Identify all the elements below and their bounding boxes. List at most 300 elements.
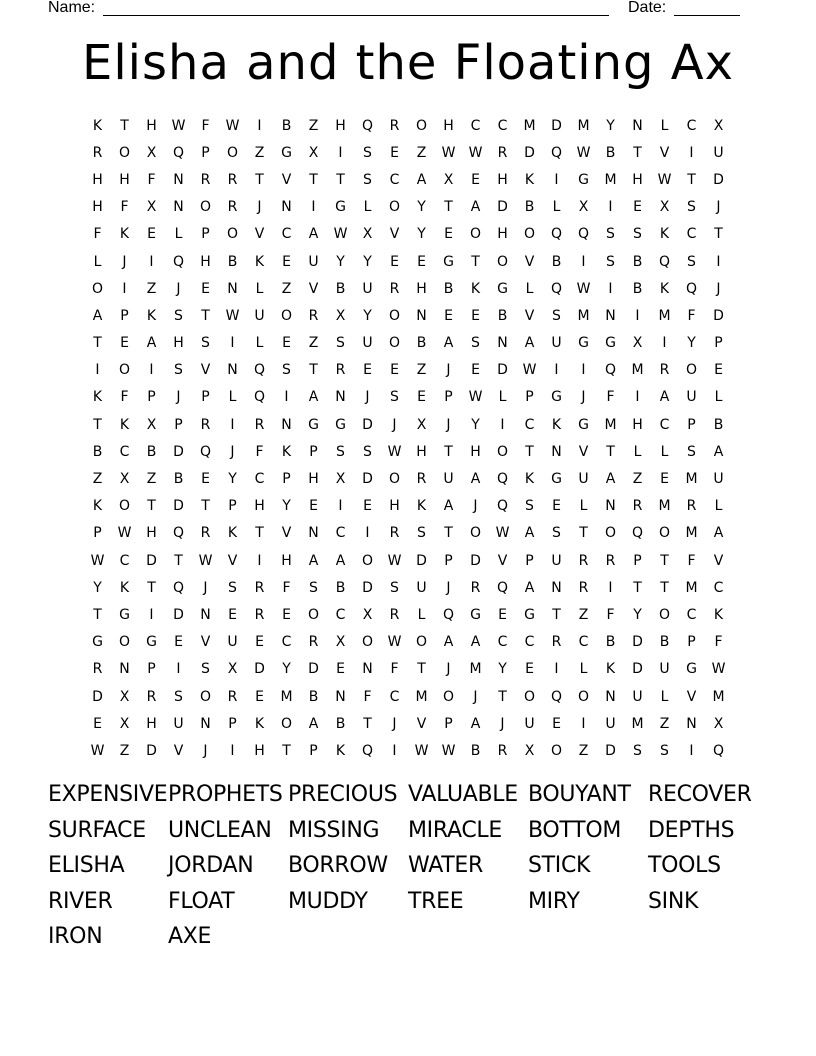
grid-letter: O xyxy=(280,307,293,324)
grid-letter: T xyxy=(174,552,183,569)
grid-letter: U xyxy=(578,471,589,488)
grid-letter: X xyxy=(443,171,454,188)
grid-letter: P xyxy=(147,661,156,678)
grid-letter: D xyxy=(713,307,724,324)
grid-letter: D xyxy=(632,634,643,651)
grid-letter: B xyxy=(632,253,643,270)
grid-letter: H xyxy=(416,443,427,460)
grid-letter: S xyxy=(228,579,237,596)
grid-letter: B xyxy=(335,715,346,732)
grid-letter: J xyxy=(446,362,451,379)
grid-letter: X xyxy=(416,416,427,433)
grid-letter: I xyxy=(635,307,640,324)
grid-letter: U xyxy=(686,389,697,406)
grid-letter: O xyxy=(361,634,374,651)
grid-letter: D xyxy=(173,443,184,460)
word-list-item: DEPTHS xyxy=(648,817,735,843)
grid-letter: F xyxy=(687,552,696,569)
grid-letter: E xyxy=(228,606,237,623)
grid-letter: A xyxy=(524,525,535,542)
grid-letter: L xyxy=(714,389,723,406)
grid-letter: Q xyxy=(361,117,374,134)
grid-letter: X xyxy=(146,199,157,216)
grid-letter: R xyxy=(659,362,670,379)
grid-letter: S xyxy=(552,307,561,324)
grid-letter: M xyxy=(685,471,698,488)
grid-letter: D xyxy=(362,579,373,596)
grid-letter: D xyxy=(497,199,508,216)
grid-letter: X xyxy=(659,199,670,216)
grid-letter: L xyxy=(93,253,102,270)
grid-letter: T xyxy=(255,525,264,542)
word-list-item: TREE xyxy=(408,888,464,914)
grid-letter: E xyxy=(552,498,561,515)
grid-letter: Z xyxy=(416,144,427,161)
grid-letter: T xyxy=(606,443,615,460)
grid-letter: O xyxy=(658,606,671,623)
grid-letter: M xyxy=(658,307,671,324)
grid-letter: G xyxy=(470,606,481,623)
grid-letter: Q xyxy=(172,525,185,542)
grid-letter: V xyxy=(713,552,724,569)
grid-letter: Q xyxy=(496,471,509,488)
grid-letter: Z xyxy=(146,471,157,488)
grid-letter: R xyxy=(416,471,427,488)
grid-letter: F xyxy=(93,226,102,243)
grid-letter: M xyxy=(280,688,293,705)
grid-letter: U xyxy=(227,634,238,651)
grid-letter: W xyxy=(225,307,240,324)
grid-letter: X xyxy=(119,688,130,705)
word-list-item: RIVER xyxy=(48,888,113,914)
grid-letter: N xyxy=(200,715,211,732)
grid-letter: B xyxy=(524,199,535,216)
grid-letter: Z xyxy=(308,335,319,352)
grid-letter: L xyxy=(714,498,723,515)
grid-letter: S xyxy=(201,661,210,678)
grid-letter: R xyxy=(605,552,616,569)
grid-letter: M xyxy=(685,579,698,596)
grid-letter: E xyxy=(417,389,426,406)
grid-letter: K xyxy=(92,389,103,406)
grid-letter: I xyxy=(689,742,694,759)
grid-letter: G xyxy=(308,416,319,433)
grid-letter: F xyxy=(606,606,615,623)
grid-letter: H xyxy=(281,552,292,569)
grid-letter: I xyxy=(176,661,181,678)
grid-letter: U xyxy=(173,715,184,732)
grid-letter: H xyxy=(254,742,265,759)
word-list-item: VALUABLE xyxy=(408,782,518,807)
grid-letter: G xyxy=(497,280,508,297)
grid-letter: U xyxy=(524,715,535,732)
grid-letter: G xyxy=(578,335,589,352)
grid-letter: U xyxy=(713,471,724,488)
grid-letter: Y xyxy=(498,661,507,678)
grid-letter: Y xyxy=(282,661,291,678)
grid-letter: W xyxy=(576,280,591,297)
grid-letter: R xyxy=(497,742,508,759)
grid-letter: R xyxy=(389,525,400,542)
grid-letter: D xyxy=(92,688,103,705)
grid-letter: S xyxy=(174,688,183,705)
grid-letter: Q xyxy=(199,443,212,460)
grid-letter: Z xyxy=(119,742,130,759)
grid-letter: H xyxy=(335,117,346,134)
grid-letter: M xyxy=(523,117,536,134)
date-field-line[interactable] xyxy=(674,15,740,16)
grid-letter: K xyxy=(605,661,616,678)
grid-letter: H xyxy=(146,715,157,732)
grid-letter: L xyxy=(660,688,669,705)
grid-letter: E xyxy=(498,606,507,623)
grid-letter: A xyxy=(470,715,481,732)
grid-letter: N xyxy=(632,117,643,134)
grid-letter: S xyxy=(174,307,183,324)
grid-letter: I xyxy=(689,144,694,161)
grid-letter: E xyxy=(390,362,399,379)
grid-letter: D xyxy=(470,552,481,569)
grid-letter: B xyxy=(335,280,346,297)
grid-letter: W xyxy=(90,742,105,759)
grid-letter: H xyxy=(146,525,157,542)
grid-letter: B xyxy=(605,634,616,651)
grid-letter: S xyxy=(471,335,480,352)
grid-letter: U xyxy=(632,688,643,705)
grid-letter: N xyxy=(551,579,562,596)
grid-letter: A xyxy=(470,634,481,651)
grid-letter: S xyxy=(606,226,615,243)
grid-letter: W xyxy=(441,144,456,161)
grid-letter: B xyxy=(713,416,724,433)
grid-letter: N xyxy=(362,661,373,678)
grid-letter: Q xyxy=(658,253,671,270)
grid-letter: K xyxy=(119,226,130,243)
grid-letter: T xyxy=(579,525,588,542)
grid-letter: R xyxy=(200,171,211,188)
grid-letter: Z xyxy=(146,280,157,297)
grid-letter: A xyxy=(443,634,454,651)
grid-letter: J xyxy=(392,416,397,433)
grid-letter: E xyxy=(174,634,183,651)
grid-letter: B xyxy=(443,280,454,297)
grid-letter: P xyxy=(525,389,534,406)
grid-letter: O xyxy=(685,362,698,379)
grid-letter: P xyxy=(201,389,210,406)
grid-letter: E xyxy=(471,362,480,379)
grid-letter: R xyxy=(227,171,238,188)
grid-letter: C xyxy=(389,171,400,188)
grid-letter: X xyxy=(335,634,346,651)
grid-letter: C xyxy=(119,552,130,569)
grid-letter: D xyxy=(551,117,562,134)
grid-letter: O xyxy=(388,199,401,216)
grid-letter: G xyxy=(443,253,454,270)
grid-letter: C xyxy=(281,226,292,243)
grid-letter: P xyxy=(147,389,156,406)
grid-letter: O xyxy=(415,117,428,134)
grid-letter: G xyxy=(524,606,535,623)
grid-letter: K xyxy=(335,742,346,759)
grid-letter: Q xyxy=(172,579,185,596)
grid-letter: N xyxy=(281,199,292,216)
grid-letter: W xyxy=(171,117,186,134)
grid-letter: V xyxy=(281,525,292,542)
grid-letter: R xyxy=(308,634,319,651)
grid-letter: C xyxy=(335,606,346,623)
grid-letter: D xyxy=(146,552,157,569)
grid-letter: O xyxy=(496,253,509,270)
name-field-line[interactable] xyxy=(103,15,609,16)
grid-letter: E xyxy=(120,335,129,352)
grid-letter: O xyxy=(91,280,104,297)
grid-letter: L xyxy=(417,606,426,623)
grid-letter: G xyxy=(578,416,589,433)
grid-letter: I xyxy=(500,416,505,433)
grid-letter: B xyxy=(281,117,292,134)
grid-letter: Y xyxy=(606,117,615,134)
grid-letter: X xyxy=(119,715,130,732)
grid-letter: I xyxy=(230,335,235,352)
grid-letter: O xyxy=(469,525,482,542)
grid-letter: N xyxy=(686,715,697,732)
grid-letter: P xyxy=(228,715,237,732)
grid-letter: A xyxy=(605,471,616,488)
grid-letter: T xyxy=(417,661,426,678)
grid-letter: F xyxy=(363,688,372,705)
grid-letter: P xyxy=(282,471,291,488)
grid-letter: A xyxy=(659,389,670,406)
grid-letter: E xyxy=(660,471,669,488)
grid-letter: W xyxy=(468,389,483,406)
grid-letter: T xyxy=(120,117,129,134)
grid-letter: E xyxy=(282,335,291,352)
grid-letter: W xyxy=(387,443,402,460)
grid-letter: X xyxy=(632,335,643,352)
grid-letter: T xyxy=(255,171,264,188)
grid-letter: V xyxy=(281,171,292,188)
grid-letter: G xyxy=(551,471,562,488)
grid-letter: X xyxy=(713,715,724,732)
grid-letter: I xyxy=(122,280,127,297)
grid-letter: S xyxy=(687,199,696,216)
grid-letter: C xyxy=(497,634,508,651)
grid-letter: J xyxy=(176,389,181,406)
grid-letter: U xyxy=(659,661,670,678)
grid-letter: I xyxy=(608,199,613,216)
grid-letter: G xyxy=(551,389,562,406)
grid-letter: K xyxy=(524,171,535,188)
grid-letter: R xyxy=(92,144,103,161)
grid-letter: S xyxy=(363,144,372,161)
grid-letter: O xyxy=(118,634,131,651)
grid-letter: W xyxy=(387,634,402,651)
grid-letter: F xyxy=(714,634,723,651)
grid-letter: H xyxy=(443,117,454,134)
grid-letter: H xyxy=(92,171,103,188)
grid-letter: I xyxy=(230,416,235,433)
grid-letter: R xyxy=(389,117,400,134)
grid-letter: L xyxy=(498,389,507,406)
grid-letter: C xyxy=(470,117,481,134)
grid-letter: W xyxy=(225,117,240,134)
grid-letter: G xyxy=(605,335,616,352)
grid-letter: I xyxy=(581,362,586,379)
grid-letter: T xyxy=(660,579,669,596)
grid-letter: R xyxy=(227,688,238,705)
grid-letter: K xyxy=(119,579,130,596)
grid-letter: H xyxy=(389,498,400,515)
grid-letter: F xyxy=(606,389,615,406)
grid-letter: H xyxy=(497,226,508,243)
grid-letter: S xyxy=(336,443,345,460)
grid-letter: W xyxy=(414,742,429,759)
grid-letter: U xyxy=(254,307,265,324)
grid-letter: S xyxy=(552,525,561,542)
grid-letter: V xyxy=(659,144,670,161)
grid-letter: N xyxy=(605,688,616,705)
grid-letter: B xyxy=(470,742,481,759)
grid-letter: Z xyxy=(308,117,319,134)
grid-letter: W xyxy=(657,171,672,188)
grid-letter: L xyxy=(228,389,237,406)
grid-letter: T xyxy=(363,715,372,732)
grid-letter: N xyxy=(551,443,562,460)
grid-letter: E xyxy=(147,226,156,243)
grid-letter: P xyxy=(714,335,723,352)
grid-letter: U xyxy=(416,579,427,596)
grid-letter: Y xyxy=(417,226,426,243)
grid-letter: T xyxy=(147,498,156,515)
grid-letter: P xyxy=(444,715,453,732)
grid-letter: E xyxy=(552,715,561,732)
word-list-item: TOOLS xyxy=(648,853,721,878)
grid-letter: O xyxy=(388,335,401,352)
grid-letter: N xyxy=(119,661,130,678)
grid-letter: X xyxy=(713,117,724,134)
grid-letter: N xyxy=(605,307,616,324)
grid-letter: S xyxy=(363,443,372,460)
grid-letter: P xyxy=(120,307,129,324)
grid-letter: N xyxy=(416,307,427,324)
grid-letter: C xyxy=(524,634,535,651)
grid-letter: F xyxy=(255,443,264,460)
grid-letter: L xyxy=(174,226,183,243)
grid-letter: R xyxy=(335,362,346,379)
word-list-item: PRECIOUS xyxy=(288,782,398,807)
grid-letter: C xyxy=(524,416,535,433)
grid-letter: M xyxy=(415,688,428,705)
grid-letter: I xyxy=(635,389,640,406)
grid-letter: G xyxy=(578,171,589,188)
grid-letter: A xyxy=(524,335,535,352)
grid-letter: N xyxy=(173,171,184,188)
grid-letter: U xyxy=(362,280,373,297)
word-list-item: BOUYANT xyxy=(528,782,631,807)
grid-letter: Z xyxy=(254,144,265,161)
grid-letter: L xyxy=(660,117,669,134)
grid-letter: C xyxy=(686,226,697,243)
grid-letter: I xyxy=(95,362,100,379)
grid-letter: I xyxy=(581,715,586,732)
grid-letter: S xyxy=(390,389,399,406)
grid-letter: D xyxy=(632,661,643,678)
grid-letter: B xyxy=(92,443,103,460)
grid-letter: X xyxy=(119,471,130,488)
grid-letter: S xyxy=(363,171,372,188)
grid-letter: T xyxy=(309,171,318,188)
grid-letter: E xyxy=(282,253,291,270)
grid-letter: S xyxy=(390,579,399,596)
grid-letter: I xyxy=(149,606,154,623)
grid-letter: A xyxy=(146,335,157,352)
grid-letter: Q xyxy=(550,144,563,161)
grid-letter: V xyxy=(173,742,184,759)
grid-letter: T xyxy=(93,606,102,623)
grid-letter: K xyxy=(524,471,535,488)
grid-letter: H xyxy=(632,171,643,188)
grid-letter: Y xyxy=(282,498,291,515)
grid-letter: A xyxy=(335,552,346,569)
grid-letter: E xyxy=(93,715,102,732)
grid-letter: F xyxy=(687,307,696,324)
grid-letter: Q xyxy=(496,579,509,596)
grid-letter: K xyxy=(551,416,562,433)
grid-letter: L xyxy=(579,661,588,678)
grid-letter: Q xyxy=(361,742,374,759)
grid-letter: O xyxy=(361,552,374,569)
grid-letter: J xyxy=(176,280,181,297)
grid-letter: E xyxy=(714,362,723,379)
grid-letter: R xyxy=(200,416,211,433)
grid-letter: J xyxy=(392,715,397,732)
word-list-item: STICK xyxy=(528,853,591,878)
grid-letter: N xyxy=(227,280,238,297)
grid-letter: R xyxy=(227,199,238,216)
grid-letter: P xyxy=(687,416,696,433)
word-list-item: SINK xyxy=(648,888,699,914)
grid-letter: O xyxy=(199,688,212,705)
grid-letter: V xyxy=(416,715,427,732)
grid-letter: J xyxy=(365,389,370,406)
grid-letter: J xyxy=(446,579,451,596)
grid-letter: Q xyxy=(550,280,563,297)
grid-letter: S xyxy=(309,579,318,596)
grid-letter: Q xyxy=(172,253,185,270)
grid-letter: J xyxy=(230,443,235,460)
grid-letter: F xyxy=(390,661,399,678)
grid-letter: I xyxy=(149,362,154,379)
grid-letter: Y xyxy=(417,199,426,216)
word-list xyxy=(48,778,768,956)
grid-letter: M xyxy=(631,362,644,379)
word-list-item: JORDAN xyxy=(168,853,254,878)
grid-letter: H xyxy=(254,498,265,515)
grid-letter: O xyxy=(226,226,239,243)
grid-letter: C xyxy=(497,117,508,134)
grid-letter: Y xyxy=(363,253,372,270)
word-list-item: ELISHA xyxy=(48,853,125,878)
grid-letter: O xyxy=(442,688,455,705)
grid-letter: O xyxy=(550,742,563,759)
grid-letter: E xyxy=(336,661,345,678)
grid-letter: T xyxy=(444,525,453,542)
grid-letter: T xyxy=(444,443,453,460)
grid-letter: S xyxy=(633,742,642,759)
grid-letter: K xyxy=(659,226,670,243)
grid-letter: N xyxy=(335,688,346,705)
grid-letter: I xyxy=(257,117,262,134)
